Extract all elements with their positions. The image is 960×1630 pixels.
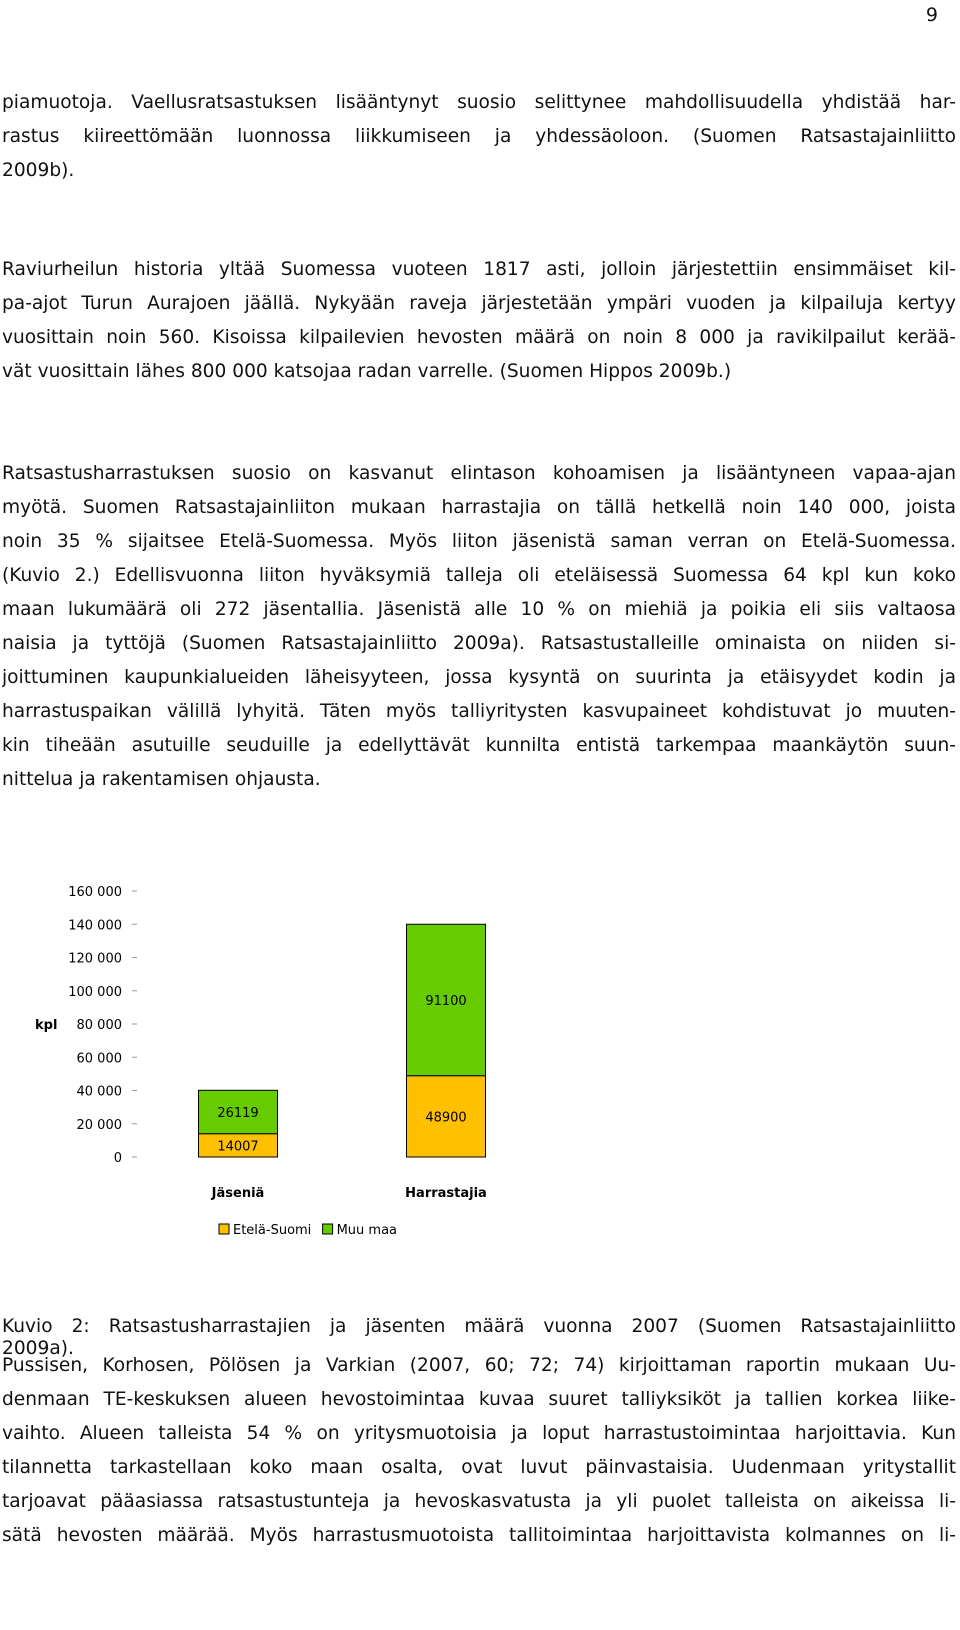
- x-category-label: Jäseniä: [211, 1186, 265, 1201]
- y-tick-label: 160 000: [68, 885, 122, 900]
- text-line: joittuminen kaupunkialueiden läheisyyteen, jossa kysyntä on suurinta ja etäisyydet kodin ja: [2, 667, 956, 688]
- paragraph-4: [2, 1349, 956, 1553]
- x-category-label: Harrastajia: [405, 1186, 487, 1201]
- y-tick-label: 0: [113, 1151, 122, 1166]
- text-line: naisia ja tyttöjä (Suomen Ratsastajainliitto 2009a). Ratsastustalleille ominaista on niiden si-: [2, 633, 956, 654]
- text-line: vaihto. Alueen talleista 54 % on yritysmuotoisia ja loput harrastustoimintaa harjoittavia. Kun: [2, 1423, 956, 1444]
- legend-swatch: [323, 1224, 333, 1234]
- page-number: 9: [925, 4, 938, 26]
- text-line: vuosittain noin 560. Kisoissa kilpailevien hevosten määrä on noin 8 000 ja ravikilpailut kerää-: [2, 327, 956, 348]
- text-line: Pussisen, Korhosen, Pölösen ja Varkian (2007, 60; 72; 74) kirjoittaman raportin mukaan Uu-: [2, 1355, 956, 1376]
- text-line: (Kuvio 2.) Edellisvuonna liiton hyväksymiä talleja oli eteläisessä Suomessa 64 kpl kun koko: [2, 565, 956, 586]
- text-line: denmaan TE-keskuksen alueen hevostoimintaa kuvaa suuret talliyksiköt ja tallien korkea liike-: [2, 1389, 956, 1410]
- y-tick-label: 60 000: [76, 1051, 122, 1067]
- bar-data-label: 91100: [425, 993, 467, 1009]
- bar-data-label: 26119: [217, 1106, 259, 1122]
- y-axis-label: kpl: [35, 1018, 58, 1033]
- y-tick-label: 80 000: [76, 1018, 122, 1033]
- text-line: tarjoavat pääasiassa ratsastustunteja ja hevoskasvatusta ja yli puolet talleista on aikeissa li-: [2, 1491, 956, 1512]
- text-line: harrastuspaikan välillä lyhyitä. Täten myös talliyritysten kasvupaineet kohdistuvat jo muuten-: [2, 701, 956, 722]
- text-line: myötä. Suomen Ratsastajainliiton mukaan harrastajia on tällä hetkellä noin 140 000, joista: [2, 497, 956, 518]
- text-line: maan lukumäärä oli 272 jäsentallia. Jäsenistä alle 10 % on miehiä ja poikia eli siis valtaosa: [2, 599, 956, 620]
- text-line: Ratsastusharrastuksen suosio on kasvanut elintason kohoamisen ja lisääntyneen vapaa-ajan: [2, 463, 956, 484]
- text-line: tilannetta tarkastellaan koko maan osalta, ovat luvut päinvastaisia. Uudenmaan yritystallit: [2, 1457, 956, 1478]
- y-tick-label: 120 000: [68, 951, 122, 967]
- text-line: piamuotoja. Vaellusratsastuksen lisääntynyt suosio selittynee mahdollisuudella yhdistää har-: [2, 92, 956, 113]
- text-line: pa-ajot Turun Aurajoen jäällä. Nykyään raveja järjestetään ympäri vuoden ja kilpailuja kertyy: [2, 293, 956, 314]
- bar-data-label: 14007: [217, 1139, 259, 1155]
- text-line: sätä hevosten määrää. Myös harrastusmuotoista tallitoimintaa harjoittavista kolmannes on li-: [2, 1525, 956, 1546]
- legend-swatch: [219, 1224, 229, 1234]
- text-line: rastus kiireettömään luonnossa liikkumiseen ja yhdessäoloon. (Suomen Ratsastajainliitto: [2, 126, 956, 147]
- paragraph-1: [2, 86, 956, 188]
- legend-entry: Muu maa: [336, 1223, 398, 1238]
- text-line: nittelua ja rakentamisen ohjausta.: [2, 769, 321, 790]
- chart-legend: [219, 1223, 397, 1238]
- caption-line: Kuvio 2: Ratsastusharrastajien ja jäsenten määrä vuonna 2007 (Suomen Ratsastajainliitto: [2, 1316, 956, 1337]
- text-line: kin tiheään asutuille seuduille ja edellyttävät kunnilta entistä tarkempaa maankäytön suun-: [2, 735, 956, 756]
- text-line: noin 35 % sijaitsee Etelä-Suomessa. Myös liiton jäsenistä saman verran on Etelä-Suomessa.: [2, 531, 956, 552]
- text-line: 2009b).: [2, 160, 75, 181]
- y-tick-label: 20 000: [76, 1117, 122, 1133]
- text-line: Raviurheilun historia yltää Suomessa vuoteen 1817 asti, jolloin järjestettiin ensimmäiset kil-: [2, 259, 956, 280]
- y-tick-label: 140 000: [68, 918, 122, 934]
- caption-line: 2009a).: [2, 1338, 74, 1359]
- y-tick-label: 40 000: [76, 1084, 122, 1100]
- text-line: vät vuosittain lähes 800 000 katsojaa radan varrelle. (Suomen Hippos 2009b.): [2, 361, 732, 382]
- legend-entry: Etelä-Suomi: [233, 1223, 312, 1238]
- bar-data-label: 48900: [425, 1110, 467, 1126]
- y-tick-label: 100 000: [68, 984, 122, 1000]
- paragraph-2: [2, 253, 956, 389]
- bar-chart: [0, 880, 560, 1270]
- paragraph-3: [2, 457, 956, 797]
